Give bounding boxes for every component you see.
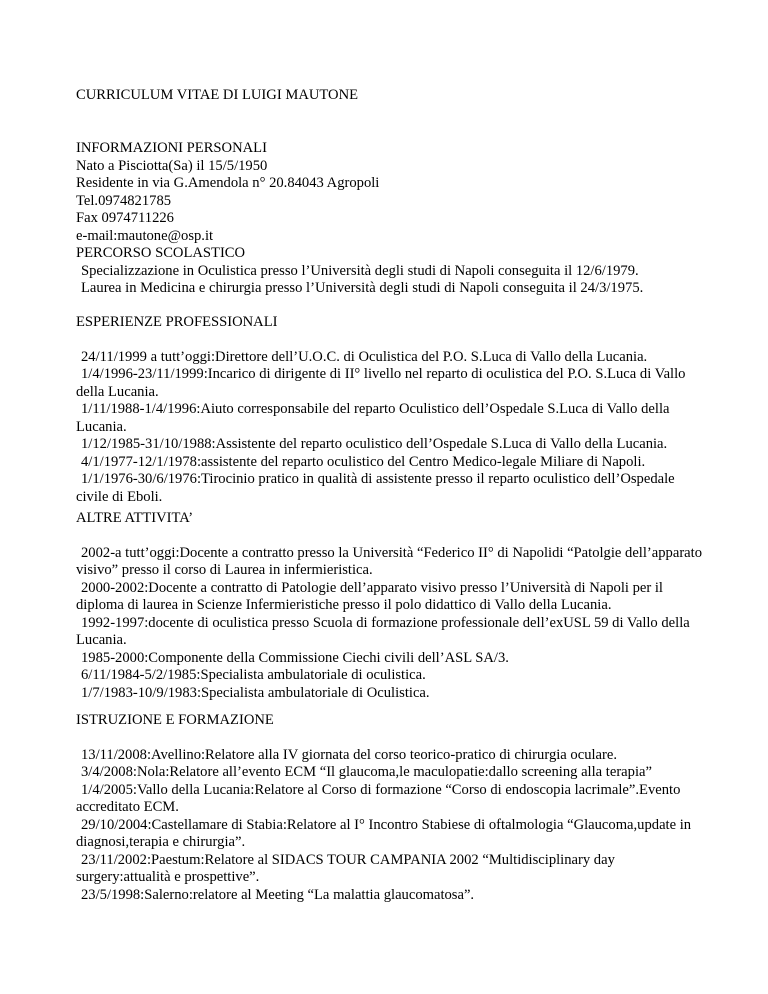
education-line: Laurea in Medicina e chirurgia presso l’Università degli studi di Napoli conseguita il 24/3/1975.	[81, 280, 644, 296]
section-heading: ALTRE ATTIVITA’	[76, 510, 194, 526]
experience-item: 4/1/1977-12/1/1978:assistente del reparto oculistico del Centro Medico-legale Miliare di Napoli.	[81, 453, 646, 470]
personal-line: e-mail:mautone@osp.it	[76, 227, 214, 244]
education-line: Specializzazione in Oculistica presso l’Università degli studi di Napoli conseguita il 12/6/1979.	[81, 262, 639, 279]
training-item: 13/11/2008:Avellino:Relatore alla IV giornata del corso teorico-pratico di chirurgia oculare.	[81, 746, 618, 763]
personal-line: Nato a Pisciotta(Sa) il 15/5/1950	[76, 157, 268, 174]
section-personal	[76, 140, 706, 245]
experience-item: 1/1/1976-30/6/1976:Tirocinio pratico in qualità di assistente presso il reparto oculistico dell’Ospedale civile di Eboli.	[76, 471, 675, 505]
section-heading: INFORMAZIONI PERSONALI	[76, 140, 267, 156]
section-experience	[76, 314, 706, 506]
training-item: 23/11/2002:Paestum:Relatore al SIDACS TOUR CAMPANIA 2002 “Multidisciplinary day surgery:attualità e prospettive”.	[76, 851, 615, 885]
section-heading: PERCORSO SCOLASTICO	[76, 245, 246, 261]
training-item: 29/10/2004:Castellamare di Stabia:Relatore al I° Incontro Stabiese di oftalmologia “Glaucoma,update in diagnosi,terapia e chirurgia”.	[76, 816, 692, 850]
training-item: 1/4/2005:Vallo della Lucania:Relatore al Corso di formazione “Corso di endoscopia lacrimale”.Evento accreditato ECM.	[76, 781, 681, 815]
activity-item: 2002-a tutt’oggi:Docente a contratto presso la Università “Federico II° di Napolidi “Patolgie dell’apparato visivo” presso il corso di Laurea in infermieristica.	[76, 544, 703, 578]
section-heading: ESPERIENZE PROFESSIONALI	[76, 314, 278, 330]
section-heading: ISTRUZIONE E FORMAZIONE	[76, 712, 274, 728]
activity-item: 6/11/1984-5/2/1985:Specialista ambulatoriale di oculistica.	[81, 667, 426, 683]
personal-line: Fax 0974711226	[76, 210, 174, 226]
personal-line: Tel.0974821785	[76, 192, 172, 209]
training-item: 23/5/1998:Salerno:relatore al Meeting “La malattia glaucomatosa”.	[81, 886, 475, 903]
experience-item: 1/11/1988-1/4/1996:Aiuto corresponsabile del reparto Oculistico dell’Ospedale S.Luca di Vallo della Lucania.	[76, 401, 670, 435]
personal-line: Residente in via G.Amendola n° 20.84043 Agropoli	[76, 175, 380, 191]
activity-item: 1/7/1983-10/9/1983:Specialista ambulatoriale di Oculistica.	[81, 684, 430, 701]
section-training	[76, 712, 706, 904]
activity-item: 2000-2002:Docente a contratto di Patologie dell’apparato visivo presso l’Università di Napoli per il diploma di laurea in Scienze Infermieristiche presso il polo didattico di Vallo della Lucania.	[76, 579, 663, 613]
document-title: CURRICULUM VITAE DI LUIGI MAUTONE	[76, 87, 359, 103]
experience-item: 1/4/1996-23/11/1999:Incarico di dirigente di II° livello nel reparto di oculistica del P.O. S.Luca di Vallo della Lucania.	[76, 366, 686, 400]
experience-item: 24/11/1999 a tutt’oggi:Direttore dell’U.O.C. di Oculistica del P.O. S.Luca di Vallo della Lucania.	[81, 348, 648, 365]
section-other-activities	[76, 510, 706, 702]
experience-item: 1/12/1985-31/10/1988:Assistente del reparto oculistico dell’Ospedale S.Luca di Vallo della Lucania.	[81, 436, 668, 452]
section-education	[76, 245, 706, 298]
activity-item: 1992-1997:docente di oculistica presso Scuola di formazione professionale dell’exUSL 59 di Vallo della Lucania.	[76, 614, 690, 648]
activity-item: 1985-2000:Componente della Commissione Ciechi civili dell’ASL SA/3.	[81, 649, 509, 666]
training-item: 3/4/2008:Nola:Relatore all’evento ECM “Il glaucoma,le maculopatie:dallo screening alla terapia”	[81, 764, 652, 780]
